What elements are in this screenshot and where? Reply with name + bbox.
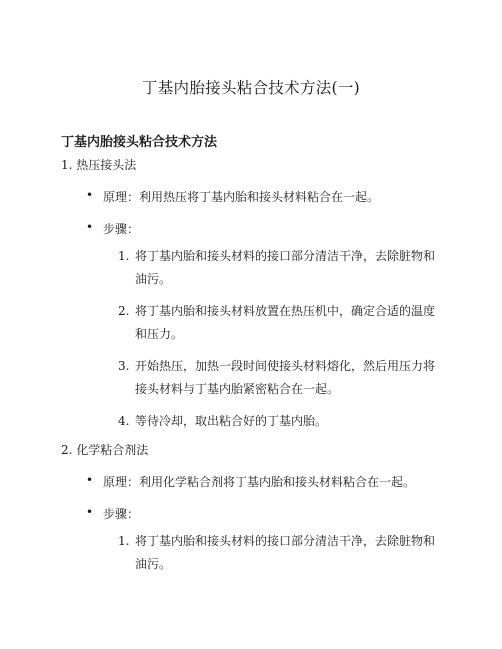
method-2-step-1 bbox=[118, 530, 436, 576]
step-number: 1. bbox=[118, 249, 130, 263]
method-1-step-1 bbox=[118, 245, 436, 291]
principle-text: 原理：利用化学粘合剂将丁基内胎和接头材料粘合在一起。 bbox=[103, 475, 416, 489]
method-2-label: 2. 化学粘合剂法 bbox=[61, 443, 149, 457]
method-1-step-4 bbox=[118, 410, 428, 433]
bullet-icon: • bbox=[86, 473, 94, 487]
section-heading: 丁基内胎接头粘合技术方法 bbox=[61, 135, 218, 150]
step-text-line: 油污。 bbox=[135, 272, 172, 286]
bullet-icon: • bbox=[86, 220, 94, 234]
step-text-line: 将丁基内胎和接头材料放置在热压机中，确定合适的温度 bbox=[135, 304, 436, 318]
step-text-line: 将丁基内胎和接头材料的接口部分清洁干净，去除脏物和 bbox=[135, 534, 436, 548]
principle-text: 原理：利用热压将丁基内胎和接头材料粘合在一起。 bbox=[103, 190, 380, 204]
document-title: 丁基内胎接头粘合技术方法(一) bbox=[141, 79, 361, 97]
step-text-line: 将丁基内胎和接头材料的接口部分清洁干净，去除脏物和 bbox=[135, 249, 436, 263]
bullet-icon: • bbox=[86, 505, 94, 519]
step-text-line: 开始热压，加热一段时间使接头材料熔化，然后用压力将 bbox=[135, 359, 436, 373]
method-1-step-3 bbox=[118, 355, 436, 401]
bullet-icon: • bbox=[86, 188, 94, 202]
method-1-label: 1. 热压接头法 bbox=[61, 158, 137, 172]
step-number: 4. bbox=[118, 414, 130, 428]
step-number: 3. bbox=[118, 359, 130, 373]
step-number: 1. bbox=[118, 534, 130, 548]
step-text-line: 等待冷却，取出粘合好的丁基内胎。 bbox=[135, 414, 328, 428]
step-text-line: 油污。 bbox=[135, 557, 172, 571]
step-text-line: 和压力。 bbox=[135, 327, 184, 341]
step-text-line: 接头材料与丁基内胎紧密粘合在一起。 bbox=[135, 382, 340, 396]
steps-label-text: 步骤： bbox=[103, 222, 140, 236]
steps-label-text: 步骤： bbox=[103, 507, 140, 521]
method-1-step-2 bbox=[118, 300, 436, 346]
step-number: 2. bbox=[118, 304, 130, 318]
